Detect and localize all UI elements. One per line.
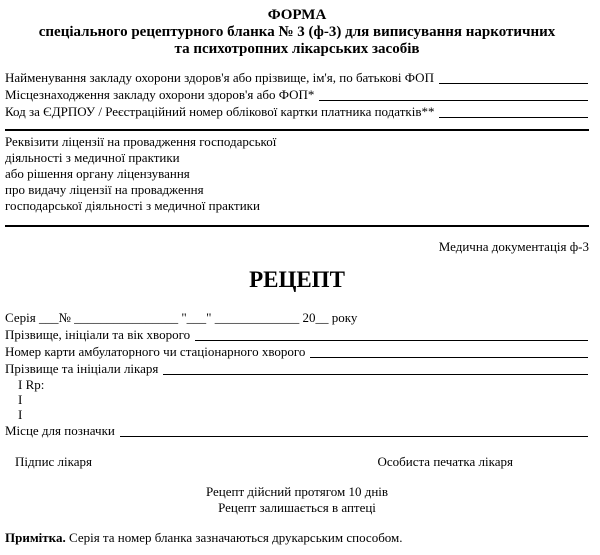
- recipe-title: РЕЦЕПТ: [249, 267, 345, 292]
- validity-note-1: Рецепт дійсний протягом 10 днів: [205, 484, 389, 499]
- field-label-patient-card-number: Номер карти амбулаторного чи стаціонарного хворого: [5, 344, 306, 359]
- field-row-patient-name: [5, 326, 589, 343]
- license-line-4: про видачу ліцензії на провадження: [5, 182, 204, 197]
- blank-line-institution-name[interactable]: [439, 69, 588, 84]
- doctor-stamp-label: Особиста печатка лікаря: [377, 454, 513, 469]
- field-row-patient-card-number: [5, 343, 589, 360]
- blank-line-institution-address[interactable]: [319, 86, 588, 101]
- rp-line-1: І Rp:: [18, 377, 45, 392]
- form-header-subtitle-1: спеціального рецептурного бланка № 3 (ф-3) для виписування наркотичних: [38, 24, 556, 40]
- form-header-subtitle-2: та психотропних лікарських засобів: [174, 41, 420, 57]
- signature-row: [5, 453, 589, 470]
- institution-fields: [5, 69, 589, 120]
- license-details-block: [5, 134, 589, 214]
- doc-classification-label: Медична документація ф-3: [438, 239, 589, 254]
- field-label-patient-name: Прізвище, ініціали та вік хворого: [5, 327, 191, 342]
- form-header: [5, 7, 589, 58]
- license-line-1: Реквізити ліцензії на провадження господарської: [5, 134, 277, 149]
- field-row-doctor-name: [5, 360, 589, 377]
- blank-line-doctor-name[interactable]: [163, 360, 588, 375]
- footnote-text: Серія та номер бланка зазначаються друкарським способом.: [68, 530, 403, 545]
- blank-line-patient-name[interactable]: [195, 326, 588, 341]
- rp-line-3: І: [18, 407, 23, 422]
- field-row-institution-address: [5, 86, 589, 103]
- form-header-title: ФОРМА: [267, 7, 327, 23]
- footnote: [5, 529, 589, 546]
- field-label-doctor-name: Прізвище та ініціали лікаря: [5, 361, 159, 376]
- field-row-institution-name: [5, 69, 589, 86]
- field-label-institution-name: Найменування закладу охорони здоров'я або прізвище, ім'я, по батькові ФОП: [5, 70, 434, 85]
- field-row-edrpou-code: [5, 103, 589, 120]
- field-label-edrpou-code: Код за ЄДРПОУ / Реєстраційний номер облікової картки платника податків**: [5, 104, 435, 119]
- blank-line-edrpou-code[interactable]: [439, 103, 588, 118]
- field-row-mark-place: [5, 422, 589, 439]
- footnote-label: Примітка.: [5, 530, 66, 545]
- license-line-3: або рішення органу ліцензування: [5, 166, 190, 181]
- divider-line-bottom: [5, 225, 589, 227]
- field-label-institution-address: Місцезнаходження закладу охорони здоров'я або ФОП*: [5, 87, 315, 102]
- blank-line-patient-card-number[interactable]: [310, 343, 588, 358]
- license-line-2: діяльності з медичної практики: [5, 150, 180, 165]
- rp-line-2: І: [18, 392, 23, 407]
- validity-note-2: Рецепт залишається в аптеці: [218, 500, 376, 515]
- license-line-5: господарської діяльності з медичної практики: [5, 198, 260, 213]
- field-label-mark-place: Місце для позначки: [5, 423, 115, 438]
- divider-line-top: [5, 129, 589, 131]
- doctor-signature-label: Підпис лікаря: [15, 454, 93, 469]
- series-and-date-line: Серія ___№ ________________ "___" _____________ 20__ року: [5, 310, 358, 325]
- validity-notes: [5, 484, 589, 516]
- blank-line-mark-place[interactable]: [120, 422, 588, 437]
